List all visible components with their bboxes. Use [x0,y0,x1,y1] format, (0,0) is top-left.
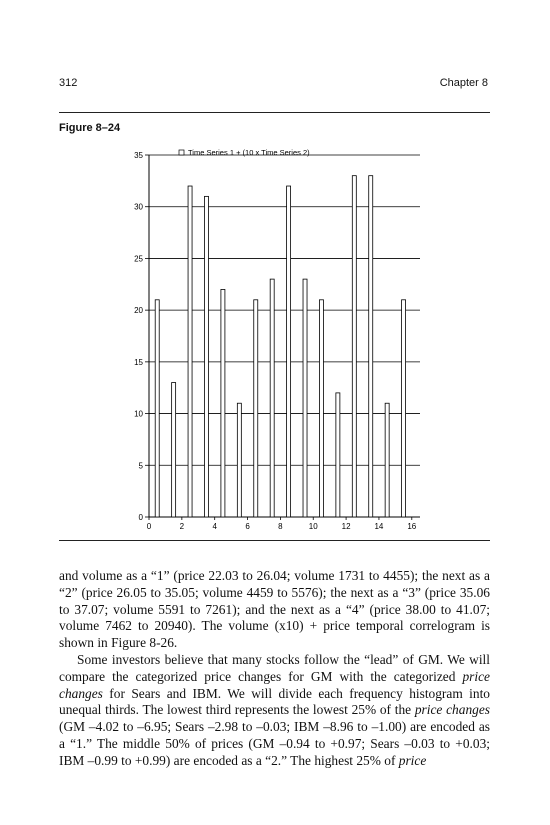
legend-label: Time Series 1 + (10 x Time Series 2) [188,148,310,157]
paragraph-2 [59,652,490,770]
bar [336,393,340,517]
text-run: Some investors believe that many stocks follow the “lead” of GM. We will compare the categorized price changes for GM with the categorized [59,651,490,684]
chapter-title: Chapter 8 [439,77,488,89]
x-tick-label: 4 [212,522,217,531]
bar [352,176,356,517]
bar [172,383,176,517]
y-tick-label: 30 [134,202,143,212]
legend-swatch [179,150,184,155]
y-tick-label: 25 [134,254,143,264]
x-tick-label: 0 [146,522,152,531]
text-run: (GM –4.02 to –6.95; Sears –2.98 to –0.03; IBM –8.96 to –1.00) are encoded as a “1.” The middle 50% of prices (GM –0.94 to +0.97; Sears –0.03 to +0.03; IBM –0.99 to +0.99) are encoded as a “2.” The highest 25% of [59,719,490,768]
x-tick-label: 12 [341,522,351,531]
page-number: 312 [59,77,78,89]
x-tick-label: 8 [278,522,283,531]
bar [369,176,373,517]
bar [270,279,274,517]
bar [402,300,406,517]
y-tick-label: 10 [134,409,143,419]
text-run: and volume as a “1” (price 22.03 to 26.04; volume 1731 to 4455); the next as a “2” (price 26.05 to 35.05; volume 4459 to 5576); the next as a “3” (price 35.06 to 37.07; volume 5591 to 7261); and the next as a “4” (price 38.00 to 41.07; volume 7462 to 20940). The volume (x10) + price temporal correlogram is shown in Figure 8-26. [59,568,490,651]
x-tick-label: 16 [407,522,417,531]
text-run: price changes [59,668,490,701]
text-run: price [398,752,427,768]
bar [303,279,307,517]
bar [204,196,208,517]
body-text [59,568,490,770]
bar [188,186,192,517]
bar [254,300,258,517]
x-tick-label: 10 [308,522,318,531]
text-run: for Sears and IBM. We will divide each frequency histogram into unequal thirds. The lowest third represents the lowest 25% of the [59,685,490,718]
bar [319,300,323,517]
y-tick-label: 5 [138,461,143,471]
y-tick-label: 15 [134,357,143,367]
x-tick-label: 2 [179,522,185,531]
y-tick-label: 35 [134,151,143,160]
x-tick-label: 6 [245,522,250,531]
bar [287,186,291,517]
paragraph-1 [59,568,490,652]
bar [221,289,225,517]
bar [237,403,241,517]
y-tick-label: 0 [138,513,143,522]
y-tick-label: 20 [134,306,143,316]
text-run: price changes [414,702,490,718]
figure-label: Figure 8–24 [59,122,121,134]
bar [155,300,159,517]
bar [385,403,389,517]
figure-bottom-rule [59,540,490,541]
x-tick-label: 14 [374,522,384,531]
